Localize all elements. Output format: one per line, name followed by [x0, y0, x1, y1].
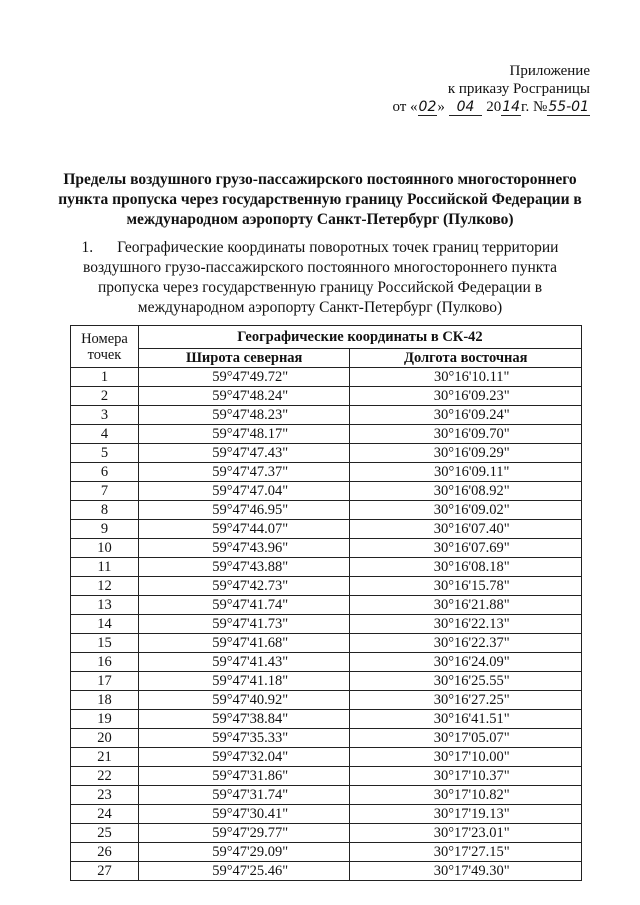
longitude-cell: 30°16'41.51": [350, 710, 582, 729]
point-number-cell: 26: [71, 843, 139, 862]
section-line: [40, 238, 600, 258]
handwritten-month: 04: [449, 100, 483, 116]
latitude-cell: 59°47'41.43": [138, 653, 350, 672]
section-heading: [40, 238, 600, 318]
latitude-cell: 59°47'42.73": [138, 577, 350, 596]
longitude-header: Долгота восточная: [350, 349, 582, 368]
point-number-cell: 14: [71, 615, 139, 634]
latitude-cell: 59°47'35.33": [138, 729, 350, 748]
table-row: [71, 425, 582, 444]
latitude-header: Широта северная: [138, 349, 350, 368]
order-reference: к приказу Росграницы: [447, 81, 590, 97]
section-line: международном аэропорту Санкт-Петербург (Пулково): [137, 299, 503, 316]
year-end: г. №: [521, 99, 548, 115]
table-row: [71, 558, 582, 577]
point-number-cell: 3: [71, 406, 139, 425]
section-line: воздушного грузо-пассажирского постоянного многостороннего пункта: [83, 259, 557, 276]
table-row: [71, 501, 582, 520]
latitude-cell: 59°47'41.73": [138, 615, 350, 634]
point-number-cell: 13: [71, 596, 139, 615]
longitude-cell: 30°17'05.07": [350, 729, 582, 748]
point-number-cell: 18: [71, 691, 139, 710]
longitude-cell: 30°17'27.15": [350, 843, 582, 862]
table-row: [71, 368, 582, 387]
latitude-cell: 59°47'29.77": [138, 824, 350, 843]
point-number-cell: 12: [71, 577, 139, 596]
table-row: [71, 786, 582, 805]
point-number-cell: 21: [71, 748, 139, 767]
latitude-cell: 59°47'47.37": [138, 463, 350, 482]
longitude-cell: 30°16'07.40": [350, 520, 582, 539]
longitude-cell: 30°16'09.11": [350, 463, 582, 482]
latitude-cell: 59°47'41.18": [138, 672, 350, 691]
point-number-header: [71, 326, 139, 368]
table-row: [71, 824, 582, 843]
latitude-cell: 59°47'31.74": [138, 786, 350, 805]
date-mid: »: [437, 99, 445, 115]
table-row: [71, 862, 582, 881]
latitude-cell: 59°47'29.09": [138, 843, 350, 862]
section-text: Географические координаты поворотных точек границ территории: [117, 239, 559, 256]
longitude-cell: 30°16'09.24": [350, 406, 582, 425]
longitude-cell: 30°16'10.11": [350, 368, 582, 387]
table-row: [71, 387, 582, 406]
table-row: [71, 672, 582, 691]
table-row: [71, 577, 582, 596]
point-number-cell: 6: [71, 463, 139, 482]
point-number-cell: 2: [71, 387, 139, 406]
point-number-cell: 20: [71, 729, 139, 748]
table-row: [71, 520, 582, 539]
longitude-cell: 30°16'08.92": [350, 482, 582, 501]
longitude-cell: 30°16'09.70": [350, 425, 582, 444]
latitude-cell: 59°47'30.41": [138, 805, 350, 824]
table-row: [71, 843, 582, 862]
table-row: [71, 634, 582, 653]
handwritten-day: 02: [418, 99, 437, 115]
coordinates-group-header: Географические координаты в СК-42: [138, 326, 581, 349]
longitude-cell: 30°16'22.13": [350, 615, 582, 634]
table-row: [71, 691, 582, 710]
point-number-cell: 15: [71, 634, 139, 653]
longitude-cell: 30°16'09.29": [350, 444, 582, 463]
point-number-cell: 1: [71, 368, 139, 387]
longitude-cell: 30°16'08.18": [350, 558, 582, 577]
table-row: [71, 653, 582, 672]
order-date-line: [340, 98, 590, 116]
coordinates-table: [70, 325, 582, 881]
latitude-cell: 59°47'43.88": [138, 558, 350, 577]
section-line: пропуска через государственную границу Российской Федерации в: [97, 279, 543, 296]
table-row: [71, 710, 582, 729]
longitude-cell: 30°16'27.25": [350, 691, 582, 710]
handwritten-order-number: 55-01: [548, 99, 589, 115]
latitude-cell: 59°47'48.24": [138, 387, 350, 406]
table-row: [71, 463, 582, 482]
latitude-cell: 59°47'40.92": [138, 691, 350, 710]
appendix-label: Приложение: [509, 63, 590, 79]
table-row: [71, 596, 582, 615]
latitude-cell: 59°47'41.68": [138, 634, 350, 653]
longitude-cell: 30°17'10.82": [350, 786, 582, 805]
latitude-cell: 59°47'47.04": [138, 482, 350, 501]
table-row: [71, 539, 582, 558]
point-number-cell: 9: [71, 520, 139, 539]
latitude-cell: 59°47'49.72": [138, 368, 350, 387]
point-number-cell: 8: [71, 501, 139, 520]
point-number-header-line: точек: [87, 346, 122, 363]
point-number-cell: 25: [71, 824, 139, 843]
latitude-cell: 59°47'47.43": [138, 444, 350, 463]
latitude-cell: 59°47'48.17": [138, 425, 350, 444]
latitude-cell: 59°47'31.86": [138, 767, 350, 786]
latitude-cell: 59°47'32.04": [138, 748, 350, 767]
point-number-cell: 17: [71, 672, 139, 691]
latitude-cell: 59°47'38.84": [138, 710, 350, 729]
point-number-cell: 11: [71, 558, 139, 577]
longitude-cell: 30°16'09.23": [350, 387, 582, 406]
latitude-cell: 59°47'48.23": [138, 406, 350, 425]
latitude-cell: 59°47'46.95": [138, 501, 350, 520]
longitude-cell: 30°16'25.55": [350, 672, 582, 691]
title-line: Пределы воздушного грузо-пассажирского постоянного многостороннего: [63, 171, 577, 188]
year-prefix: 20: [486, 99, 502, 115]
point-number-header-line: Номера: [81, 330, 128, 347]
longitude-cell: 30°16'09.02": [350, 501, 582, 520]
table-row: [71, 406, 582, 425]
longitude-cell: 30°16'15.78": [350, 577, 582, 596]
point-number-cell: 23: [71, 786, 139, 805]
point-number-cell: 19: [71, 710, 139, 729]
handwritten-year: 14: [502, 99, 521, 115]
latitude-cell: 59°47'44.07": [138, 520, 350, 539]
section-number: 1.: [81, 239, 94, 256]
table-row: [71, 748, 582, 767]
date-prefix: от «: [392, 99, 418, 115]
longitude-cell: 30°16'21.88": [350, 596, 582, 615]
appendix-header: [340, 62, 590, 116]
point-number-cell: 22: [71, 767, 139, 786]
latitude-cell: 59°47'25.46": [138, 862, 350, 881]
longitude-cell: 30°17'19.13": [350, 805, 582, 824]
table-row: [71, 767, 582, 786]
longitude-cell: 30°16'24.09": [350, 653, 582, 672]
table-row: [71, 615, 582, 634]
table-row: [71, 729, 582, 748]
latitude-cell: 59°47'41.74": [138, 596, 350, 615]
title-line: международном аэропорту Санкт-Петербург (Пулково): [126, 211, 514, 228]
point-number-cell: 16: [71, 653, 139, 672]
point-number-cell: 4: [71, 425, 139, 444]
longitude-cell: 30°16'22.37": [350, 634, 582, 653]
table-row: [71, 482, 582, 501]
table-row: [71, 444, 582, 463]
longitude-cell: 30°17'23.01": [350, 824, 582, 843]
table-row: [71, 805, 582, 824]
longitude-cell: 30°17'10.37": [350, 767, 582, 786]
point-number-cell: 10: [71, 539, 139, 558]
point-number-cell: 5: [71, 444, 139, 463]
title-line: пункта пропуска через государственную границу Российской Федерации в: [58, 191, 582, 208]
document-title: [40, 170, 600, 230]
longitude-cell: 30°17'49.30": [350, 862, 582, 881]
point-number-cell: 7: [71, 482, 139, 501]
coordinates-body: [71, 368, 582, 881]
longitude-cell: 30°16'07.69": [350, 539, 582, 558]
point-number-cell: 24: [71, 805, 139, 824]
longitude-cell: 30°17'10.00": [350, 748, 582, 767]
point-number-cell: 27: [71, 862, 139, 881]
latitude-cell: 59°47'43.96": [138, 539, 350, 558]
